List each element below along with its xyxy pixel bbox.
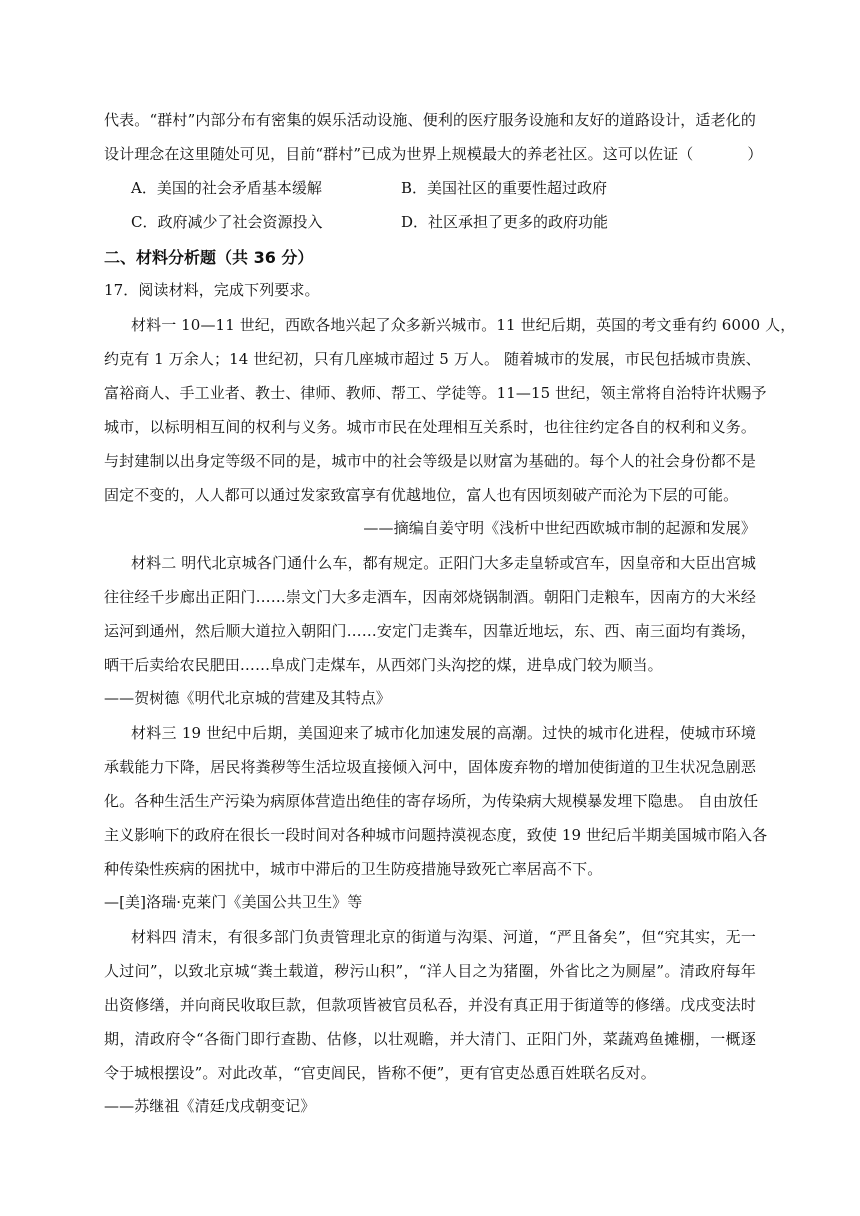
material1-line: 与封建制以出身定等级不同的是，城市中的社会等级是以财富为基础的。每个人的社会身份都不是 xyxy=(104,452,756,470)
material3-line: 承载能力下降，居民将粪秽等生活垃圾直接倾入河中，固体废弃物的增加使街道的卫生状况急剧恶 xyxy=(104,758,756,776)
material1-line: 固定不变的，人人都可以通过发家致富享有优越地位，富人也有因顷刻破产而沦为下层的可能。 xyxy=(104,486,739,504)
q16-option-b: B．美国社区的重要性超过政府 xyxy=(401,179,608,197)
q16-option-c: C．政府减少了社会资源投入 xyxy=(131,213,323,231)
material1-line: 城市，以标明相互间的权利与义务。城市市民在处理相互关系时，也往往约定各自的权利和义务。 xyxy=(104,418,756,436)
material3-source: —[美]洛瑞·克莱门《美国公共卫生》等 xyxy=(104,893,363,911)
material3-line: 种传染性疾病的困扰中，城市中滞后的卫生防疫措施导致死亡率居高不下。 xyxy=(104,860,603,878)
material2-line: 运河到通州，然后顺大道拉入朝阳门……安定门走粪车，因靠近地坛，东、西、南三面均有粪场， xyxy=(104,622,756,640)
material1-source: ——摘编自姜守明《浅析中世纪西欧城市制的起源和发展》 xyxy=(363,519,756,537)
material2-line: 材料二 明代北京城各门通什么车，都有规定。正阳门大多走皇轿或宫车，因皇帝和大臣出宫城 xyxy=(131,554,756,572)
material3-line: 主义影响下的政府在很长一段时间对各种城市问题持漠视态度，致使 19 世纪后半期美国城市陷入各 xyxy=(104,826,768,844)
material3-line: 材料三 19 世纪中后期，美国迎来了城市化加速发展的高潮。过快的城市化进程，使城市环境 xyxy=(131,724,756,742)
q16-text-line-2-body: 设计理念在这里随处可见，目前“群村”已成为世界上规模最大的养老社区。这可以佐证（ xyxy=(104,145,694,163)
material4-source: ——苏继祖《清廷戊戌朝变记》 xyxy=(104,1097,316,1115)
q16-option-d: D．社区承担了更多的政府功能 xyxy=(401,213,609,231)
material4-line: 材料四 清末，有很多部门负责管理北京的街道与沟渠、河道，“严且备矣”，但“究其实，无一 xyxy=(131,928,756,946)
material4-line: 令于城根摆设”。对此改革，“官吏闾民，皆称不便”，更有官吏怂恿百姓联名反对。 xyxy=(104,1064,656,1082)
q16-text-line-1: 代表。“群村”内部分布有密集的娱乐活动设施、便利的医疗服务设施和友好的道路设计，适老化的 xyxy=(104,111,756,129)
material2-source: ——贺树德《明代北京城的营建及其特点》 xyxy=(104,689,391,707)
material3-line: 化。各种生活生产污染为病原体营造出绝佳的寄存场所，为传染病大规模暴发埋下隐患。 自由放任 xyxy=(104,792,759,810)
material1-line: 约克有 1 万余人；14 世纪初，只有几座城市超过 5 万人。 随着城市的发展，市民包括城市贵族、 xyxy=(104,350,761,368)
q16-option-a: A．美国的社会矛盾基本缓解 xyxy=(131,179,322,197)
q16-close-paren: ） xyxy=(747,145,763,163)
q17-stem: 17．阅读材料，完成下列要求。 xyxy=(104,281,320,299)
material2-line: 往往经千步廊出正阳门……崇文门大多走酒车，因南郊烧锅制酒。朝阳门走粮车，因南方的大米经 xyxy=(104,588,756,606)
material4-line: 出资修缮，并向商民收取巨款，但款项皆被官员私吞，并没有真正用于街道等的修缮。戊戌变法时 xyxy=(104,996,756,1014)
material4-line: 期，清政府令“各衙门即行查勘、估修，以壮观瞻，并大清门、正阳门外，菜蔬鸡鱼摊棚，一概逐 xyxy=(104,1030,756,1048)
material2-line: 晒干后卖给农民肥田……阜成门走煤车，从西郊门头沟挖的煤，进阜成门较为顺当。 xyxy=(104,656,663,674)
material1-line: 富裕商人、手工业者、教士、律师、教师、帮工、学徒等。11—15 世纪，领主常将自治特许状赐予 xyxy=(104,384,767,402)
material4-line: 人过问”，以致北京城“粪土载道，秽污山积”，“洋人目之为猪圈，外省比之为厕屋”。清政府每年 xyxy=(104,962,756,980)
section-title: 二、材料分析题（共 36 分） xyxy=(104,248,314,267)
q16-text-line-2 xyxy=(104,144,763,164)
material1-line: 材料一 10—11 世纪，西欧各地兴起了众多新兴城市。11 世纪后期，英国的考文垂有约 6000 人， xyxy=(131,316,796,334)
